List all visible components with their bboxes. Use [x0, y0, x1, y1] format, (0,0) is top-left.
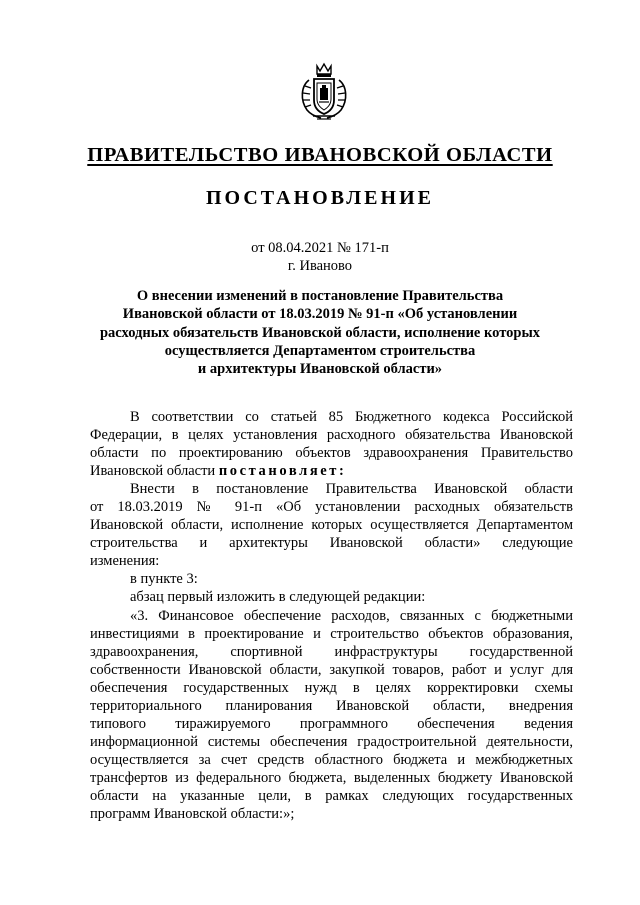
quote-line: инвестициями в проектирование и строительство объектов образования,: [90, 625, 573, 642]
body-line: Ивановской области, исполнение которых осуществляется Департаментом: [90, 517, 573, 534]
quote-line: «3. Финансовое обеспечение расходов, связанных с бюджетными: [130, 607, 573, 624]
document-type: ПОСТАНОВЛЕНИЕ: [206, 187, 434, 209]
government-title: [60, 143, 580, 167]
document-date-number: от 08.04.2021 № 171-п: [251, 240, 389, 256]
body-line: от 18.03.2019 № 91-п «Об установлении расходных обязательств: [90, 499, 573, 516]
quote-line: собственности Ивановской области, закупкой товаров, работ и услуг для: [90, 661, 573, 678]
body-line: Федерации, в целях установления расходного обязательства Ивановской: [90, 427, 573, 444]
body-line: В соответствии со статьей 85 Бюджетного кодекса Российской: [130, 409, 573, 425]
decree-word: постановляет:: [218, 463, 347, 480]
body-line: Внести в постановление Правительства Ивановской области: [130, 481, 573, 498]
body-line: абзац первый изложить в следующей редакции:: [130, 589, 426, 606]
heading-line: расходных обязательств Ивановской области, исполнение которых: [99, 324, 541, 341]
heading-line: О внесении изменений в постановление Правительства: [136, 288, 504, 304]
quote-line: обеспечения государственных нужд в целях корректировки схемы: [90, 679, 573, 696]
document-body: [90, 408, 573, 823]
quote-line: осуществляется за счет средств областного бюджета и межбюджетных: [90, 751, 573, 768]
body-line: [90, 462, 573, 480]
quote-line: информационной системы обеспечения градостроительной деятельности,: [90, 733, 573, 750]
quote-line: типового тиражируемого программного обеспечения ведения: [90, 715, 573, 732]
quote-line: трансфертов из федерального бюджета, выделенных бюджету Ивановской: [90, 769, 573, 786]
heading-line: осуществляется Департаментом строительства: [164, 342, 476, 359]
heading-line: Ивановской области от 18.03.2019 № 91-п «Об установлении: [122, 306, 518, 323]
body-line: области по проектированию объектов здравоохранения Правительство: [90, 445, 573, 462]
document-city: г. Иваново: [287, 258, 353, 274]
quote-line: здравоохранения, спортивной инфраструктуры государственной: [90, 643, 573, 660]
quote-line: программ Ивановской области:»;: [90, 806, 295, 823]
body-line: в пункте 3:: [130, 571, 198, 588]
body-line: изменения:: [90, 553, 160, 570]
quote-line: территориального планирования Ивановской области, внедрения: [90, 697, 573, 714]
body-text: Ивановской области: [90, 463, 216, 480]
coat-of-arms-icon: [295, 62, 353, 122]
heading-line: и архитектуры Ивановской области»: [197, 361, 443, 378]
quote-line: области на указанные цели, в рамках следующих государственных: [90, 787, 573, 804]
document-heading: [80, 287, 560, 378]
government-name: ПРАВИТЕЛЬСТВО ИВАНОВСКОЙ ОБЛАСТИ: [87, 144, 553, 166]
body-line: строительства и архитектуры Ивановской области» следующие: [90, 535, 573, 552]
